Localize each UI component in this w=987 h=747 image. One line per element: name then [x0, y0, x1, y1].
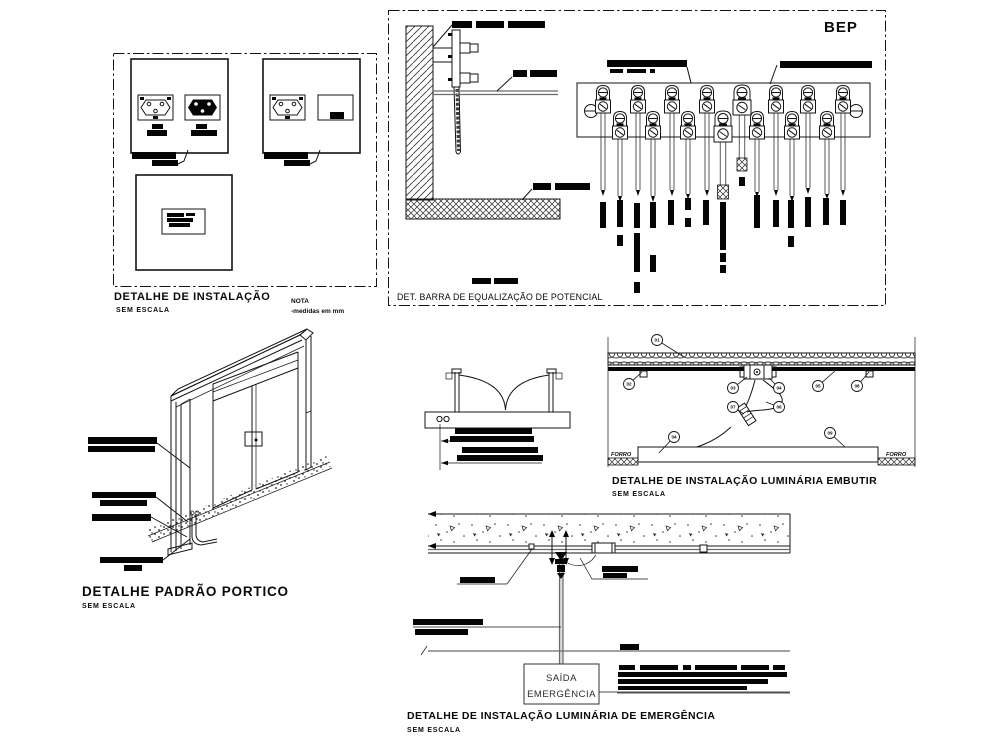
label-redacted	[196, 124, 207, 129]
label-redacted	[264, 152, 308, 159]
data-jack-plate-icon	[318, 95, 353, 120]
detail-title: DETALHE DE INSTALAÇÃO LUMINÁRIA EMBUTIR	[612, 475, 878, 487]
detail-pendant-luminaire	[425, 369, 570, 470]
callout-label: 01	[654, 337, 660, 343]
fixing-clip	[529, 544, 534, 549]
outlet-plate-c	[136, 175, 232, 270]
detail-title: DETALHE PADRÃO PORTICO	[82, 584, 289, 599]
socket-black-icon	[185, 95, 220, 120]
terminal-main-lower	[714, 111, 732, 199]
ground-conductor	[454, 87, 461, 154]
callout-label: 04	[776, 385, 782, 391]
callout-label: 03	[730, 385, 736, 391]
socket-2p-t-icon	[138, 95, 173, 120]
suspension-arc	[506, 375, 550, 410]
hanger-clip	[640, 371, 647, 377]
cable-tags-redacted	[600, 195, 846, 293]
detail-embutir-group	[608, 335, 915, 499]
callout-layer	[624, 335, 870, 454]
pendant-notes-redacted	[441, 428, 543, 465]
header-rail	[213, 352, 298, 401]
label-redacted	[132, 152, 176, 159]
forro-label-left: FORRO	[611, 452, 632, 458]
ceiling-forro-left	[608, 458, 638, 465]
sign-line1: SAÍDA	[545, 673, 578, 684]
slab-band	[608, 353, 915, 365]
outlet-plate-a	[131, 59, 228, 166]
leader-line	[687, 67, 691, 83]
conductor-braid	[457, 89, 459, 151]
fixing-clip	[700, 545, 707, 552]
label-redacted	[147, 130, 167, 136]
label-redacted	[472, 278, 491, 284]
detail-instalacao-group	[114, 54, 377, 316]
leader-line	[156, 497, 188, 522]
dashed-border	[114, 54, 377, 287]
junction-box	[592, 543, 615, 553]
bep-corner-label: BEP	[824, 19, 858, 36]
leader-line	[497, 77, 512, 91]
hook-left-icon	[446, 373, 452, 379]
fixture-base	[425, 412, 570, 428]
detail-scale: SEM ESCALA	[407, 727, 461, 734]
nota-title: NOTA	[291, 298, 309, 305]
terminal-main-upper	[733, 85, 751, 171]
bep-title: DET. BARRA DE EQUALIZAÇÃO DE POTENCIAL	[397, 292, 603, 302]
leader-line	[770, 65, 777, 84]
label-redacted	[494, 278, 518, 284]
wall-section	[406, 21, 590, 219]
leader-line	[310, 150, 320, 164]
leader-line	[522, 189, 532, 200]
junction-box	[740, 365, 776, 379]
suspension-arc	[459, 375, 506, 410]
concrete-slab	[428, 514, 790, 544]
break-mark	[421, 646, 427, 655]
hook-right-icon	[556, 373, 562, 379]
nota-text: -medidas em mm	[291, 308, 345, 315]
callout-label: 04	[671, 434, 677, 440]
callout-label: 08	[854, 383, 860, 389]
portico-labels	[88, 437, 190, 571]
label-redacted	[284, 160, 310, 166]
forro-label-right: FORRO	[886, 452, 907, 458]
callout-label: 02	[626, 381, 632, 387]
callout-label: 05	[815, 383, 821, 389]
right-post	[306, 336, 311, 470]
label-redacted	[152, 124, 163, 129]
ceiling-forro-right	[878, 458, 915, 465]
leader-line	[178, 150, 188, 164]
note-block-redacted	[617, 665, 790, 693]
detail-scale: SEM ESCALA	[116, 307, 170, 314]
socket-2p-t-icon	[270, 95, 305, 120]
callout-label: 06	[776, 404, 782, 410]
sign-line2: EMERGÊNCIA	[527, 689, 596, 700]
detail-emergencia-group	[407, 511, 790, 734]
detail-bep-group	[389, 11, 886, 306]
gate-lock-box	[245, 432, 262, 446]
conduit-drop	[555, 552, 567, 665]
detail-title: DETALHE DE INSTALAÇÃO LUMINÁRIA DE EMERGÊNCIA	[407, 710, 716, 722]
flex-conduit	[655, 380, 783, 458]
callout-label: 07	[730, 404, 736, 410]
label-redacted	[152, 160, 178, 166]
detail-portico-group	[82, 329, 332, 610]
emergencia-labels	[413, 549, 648, 650]
detail-scale: SEM ESCALA	[82, 603, 136, 610]
exit-sign	[524, 664, 599, 704]
equipotential-busbar	[577, 60, 872, 293]
recessed-luminaire-housing	[638, 447, 878, 462]
outlet-plate-b	[263, 59, 360, 166]
label-redacted	[191, 130, 217, 136]
callout-label: 09	[827, 430, 833, 436]
detail-title: DETALHE DE INSTALAÇÃO	[114, 291, 271, 303]
detail-scale: SEM ESCALA	[612, 491, 666, 498]
earth-bar-side-view	[448, 30, 478, 87]
leader-line	[157, 443, 190, 468]
